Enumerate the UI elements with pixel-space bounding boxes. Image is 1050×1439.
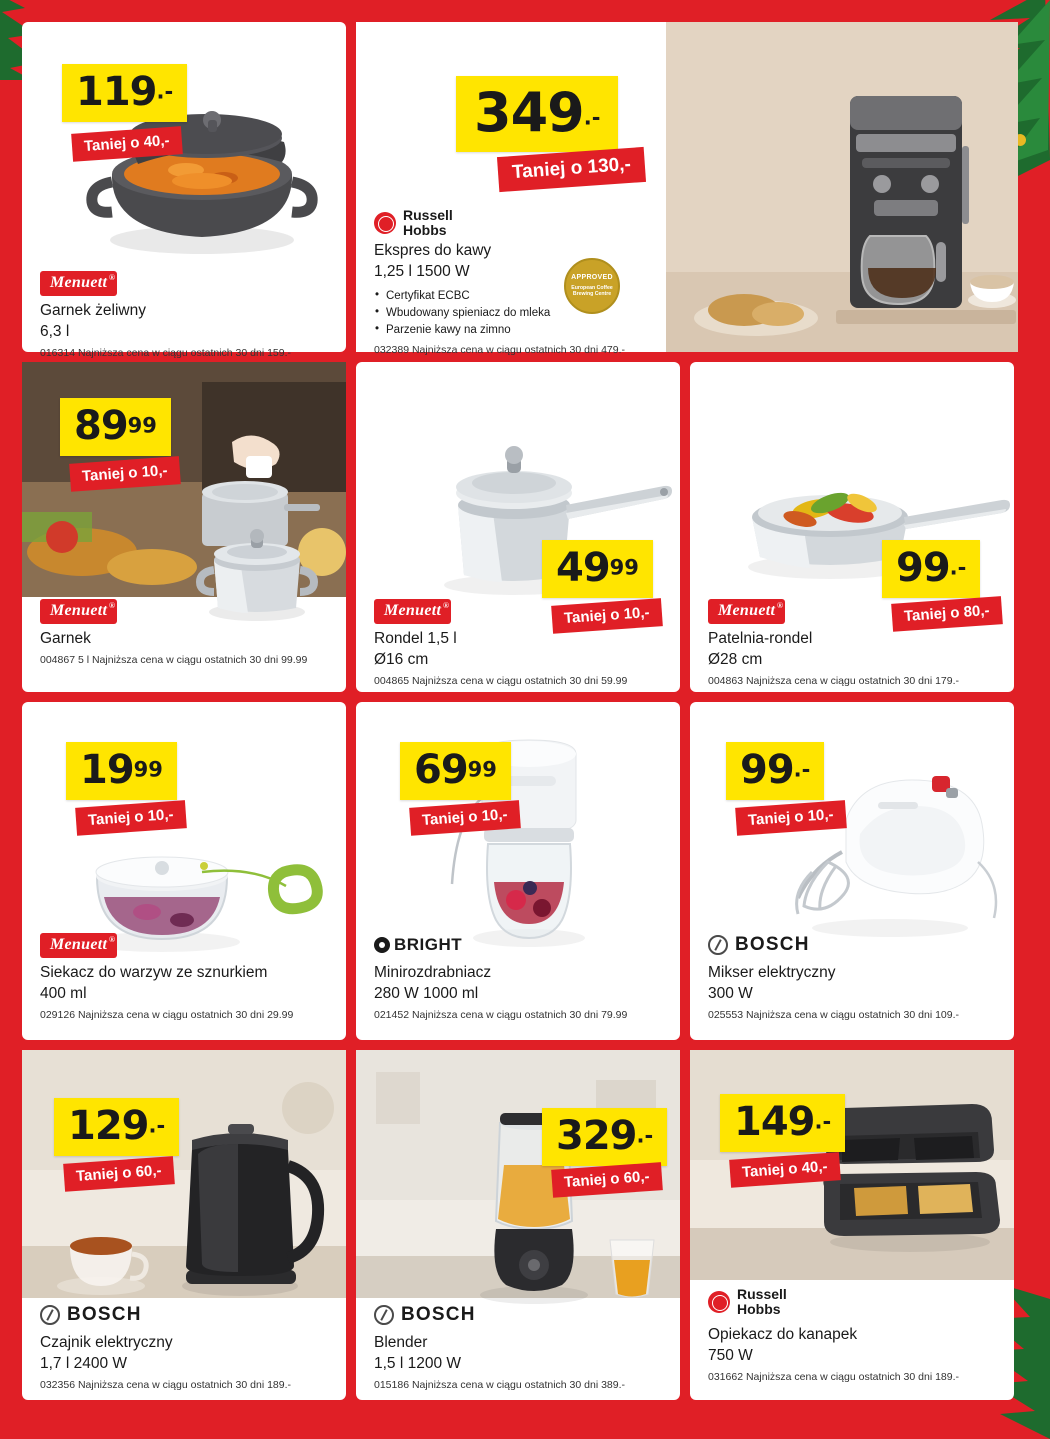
- product-info: [40, 600, 332, 667]
- brand-logo: [374, 934, 666, 956]
- product-info: [374, 207, 664, 358]
- brand-logo: [40, 1304, 332, 1326]
- product-name: Blender: [374, 1334, 428, 1351]
- price-sup: .-: [636, 1123, 654, 1148]
- product-info: [374, 934, 666, 1022]
- seal-title: APPROVED: [571, 274, 613, 282]
- save-badge: Taniej o 10,-: [735, 800, 846, 836]
- product-row: [22, 702, 1018, 1040]
- product-name: Rondel 1,5 l: [374, 630, 457, 647]
- product-name: Garnek żeliwny: [40, 302, 146, 319]
- price-badge: [60, 398, 171, 456]
- brand-logo: [708, 1286, 1000, 1318]
- product-card-mikser-elektryczny[interactable]: [690, 702, 1014, 1040]
- price-badge: [62, 64, 187, 122]
- product-spec: Ø16 cm: [374, 650, 429, 668]
- brand-russell-hobbs-logo: [708, 1287, 787, 1316]
- product-card-czajnik-elektryczny[interactable]: [22, 1050, 346, 1400]
- save-badge: Taniej o 10,-: [75, 800, 186, 836]
- product-grid: [22, 22, 1018, 1410]
- product-name: Siekacz do warzyw ze sznurkiem: [40, 964, 268, 981]
- brand-logo: [40, 934, 332, 956]
- product-card-ekspres-do-kawy[interactable]: [356, 22, 1018, 357]
- brand-menuett-logo: Menuett ®: [40, 599, 117, 624]
- price-sup: 99: [127, 413, 157, 438]
- product-photo-pastry: [686, 272, 826, 342]
- price-sup: .-: [949, 555, 967, 580]
- brand-logo: [40, 272, 332, 294]
- product-code: 004863 Najniższa cena w ciągu ostatnich 30 dni 179.-: [708, 674, 960, 687]
- product-name: Mikser elektryczny: [708, 964, 836, 981]
- brand-bosch-text: BOSCH: [735, 934, 810, 955]
- product-spec: 1,5 l 1200 W: [374, 1354, 462, 1372]
- save-badge: Taniej o 10,-: [69, 456, 180, 492]
- brand-menuett-logo: Menuett ®: [374, 599, 451, 624]
- price-main: 149: [734, 1099, 815, 1145]
- price-sup: .-: [583, 105, 601, 130]
- russell-hobbs-mark-icon: [374, 212, 396, 234]
- product-code: 016314 Najniższa cena w ciągu ostatnich 30 dni 159.-: [40, 346, 292, 359]
- brand-russell-hobbs-logo: [374, 208, 453, 237]
- price-badge: [720, 1094, 845, 1152]
- product-info: [374, 1304, 666, 1392]
- brand-logo: [374, 207, 664, 238]
- product-card-rondel[interactable]: [356, 362, 680, 692]
- brand-bright-logo: [374, 935, 462, 955]
- price-badge: [54, 1098, 179, 1156]
- price-badge: [882, 540, 980, 598]
- price-sup: 99: [467, 757, 497, 782]
- product-photo-kettle: [162, 1110, 332, 1300]
- price-badge: [542, 540, 653, 598]
- product-card-patelnia-rondel[interactable]: [690, 362, 1014, 692]
- price-sup: .-: [793, 757, 811, 782]
- price-main: 349: [474, 81, 584, 144]
- price-main: 69: [414, 747, 468, 793]
- product-spec: 280 W 1000 ml: [374, 984, 479, 1002]
- product-row: [22, 362, 1018, 692]
- product-spec: 6,3 l: [40, 322, 70, 340]
- brand-bosch-text: BOSCH: [401, 1304, 476, 1325]
- bosch-mark-icon: [708, 935, 728, 955]
- bosch-mark-icon: [40, 1305, 60, 1325]
- product-card-garnek-zeliwny[interactable]: [22, 22, 346, 359]
- product-spec: 1,7 l 2400 W: [40, 1354, 128, 1372]
- price-main: 19: [80, 747, 134, 793]
- save-badge: Taniej o 10,-: [551, 598, 662, 634]
- product-spec: Ø28 cm: [708, 650, 763, 668]
- product-code: 004867 5 l Najniższa cena w ciągu ostatnich 30 dni 99.99: [40, 653, 308, 666]
- price-sup: 99: [133, 757, 163, 782]
- product-code: 032389 Najniższa cena w ciągu ostatnich 30 dni 479.-: [374, 344, 626, 357]
- save-badge: Taniej o 60,-: [63, 1156, 174, 1192]
- bright-mark-icon: [374, 937, 390, 953]
- save-badge: Taniej o 40,-: [71, 126, 182, 162]
- save-badge: Taniej o 40,-: [729, 1152, 840, 1188]
- price-main: 99: [740, 747, 794, 793]
- product-row: [22, 22, 1018, 359]
- feature-item: • Wbudowany spieniacz do mleka: [374, 305, 664, 322]
- product-row: [22, 1050, 1018, 1400]
- price-main: 329: [556, 1113, 637, 1159]
- price-main: 119: [76, 69, 157, 115]
- price-main: 89: [74, 403, 128, 449]
- russell-hobbs-mark-icon: [708, 1291, 730, 1313]
- price-sup: .-: [148, 1113, 166, 1138]
- price-badge: [66, 742, 177, 800]
- product-info: [708, 934, 1000, 1022]
- brand-bright-text: BRIGHT: [394, 935, 463, 954]
- brand-menuett-logo: Menuett ®: [708, 599, 785, 624]
- product-name: Minirozdrabniacz: [374, 964, 492, 981]
- product-spec: 750 W: [708, 1346, 753, 1364]
- bosch-mark-icon: [374, 1305, 394, 1325]
- product-name: Ekspres do kawy: [374, 242, 492, 259]
- product-spec: 1,25 l 1500 W: [374, 262, 470, 280]
- brand-russell-hobbs-text: Russell Hobbs: [403, 207, 453, 238]
- product-card-siekacz[interactable]: [22, 702, 346, 1040]
- brand-bosch-text: BOSCH: [67, 1304, 142, 1325]
- product-spec: 400 ml: [40, 984, 87, 1002]
- brand-logo: [708, 934, 1000, 956]
- product-name: Czajnik elektryczny: [40, 1334, 173, 1351]
- product-spec: 300 W: [708, 984, 753, 1002]
- product-info: [708, 1286, 1000, 1384]
- product-name: Opiekacz do kanapek: [708, 1326, 858, 1343]
- save-badge: Taniej o 60,-: [551, 1162, 662, 1198]
- price-sup: 99: [609, 555, 639, 580]
- product-info: [40, 1304, 332, 1392]
- product-card-opiekacz-do-kanapek[interactable]: [690, 1050, 1014, 1400]
- price-sup: .-: [814, 1109, 832, 1134]
- product-code: 029126 Najniższa cena w ciągu ostatnich 30 dni 29.99: [40, 1008, 294, 1021]
- product-card-garnek[interactable]: [22, 362, 346, 692]
- product-info: [40, 272, 332, 360]
- price-badge: [400, 742, 511, 800]
- product-photo-juice-glass: [592, 1230, 672, 1302]
- product-code: 004865 Najniższa cena w ciągu ostatnich 30 dni 59.99: [374, 674, 628, 687]
- price-badge: [456, 76, 618, 152]
- save-badge: Taniej o 130,-: [497, 147, 646, 192]
- brand-bosch-logo: [708, 934, 810, 956]
- brand-menuett-logo: Menuett ®: [40, 271, 117, 296]
- product-name: Garnek: [40, 630, 91, 647]
- price-badge: [542, 1108, 667, 1166]
- product-code: 031662 Najniższa cena w ciągu ostatnich 30 dni 189.-: [708, 1370, 960, 1383]
- product-info: [40, 934, 332, 1022]
- product-name: Patelnia-rondel: [708, 630, 813, 647]
- price-sup: .-: [156, 79, 174, 104]
- seal-subtitle: European Coffee Brewing Centre: [571, 284, 613, 298]
- product-photo-tea-cup: [46, 1220, 156, 1300]
- product-features: [374, 288, 664, 340]
- feature-item: • Certyfikat ECBC: [374, 288, 664, 305]
- product-code: 021452 Najniższa cena w ciągu ostatnich 30 dni 79.99: [374, 1008, 628, 1021]
- product-card-blender[interactable]: [356, 1050, 680, 1400]
- brand-logo: [40, 600, 332, 622]
- brand-bosch-logo: [374, 1304, 476, 1326]
- price-main: 99: [896, 545, 950, 591]
- product-code: 032356 Najniższa cena w ciągu ostatnich 30 dni 189.-: [40, 1378, 292, 1391]
- brand-bosch-logo: [40, 1304, 142, 1326]
- product-code: 015186 Najniższa cena w ciągu ostatnich 30 dni 389.-: [374, 1378, 626, 1391]
- brand-logo: [374, 1304, 666, 1326]
- price-main: 129: [68, 1103, 149, 1149]
- save-badge: Taniej o 10,-: [409, 800, 520, 836]
- price-badge: [726, 742, 824, 800]
- feature-item: • Parzenie kawy na zimno: [374, 322, 664, 339]
- price-main: 49: [556, 545, 610, 591]
- product-card-minirozdrabniacz[interactable]: [356, 702, 680, 1040]
- brand-menuett-logo: Menuett ®: [40, 933, 117, 958]
- brand-russell-hobbs-text: Russell Hobbs: [737, 1286, 787, 1317]
- product-code: 025553 Najniższa cena w ciągu ostatnich 30 dni 109.-: [708, 1008, 960, 1021]
- save-badge: Taniej o 80,-: [891, 596, 1002, 632]
